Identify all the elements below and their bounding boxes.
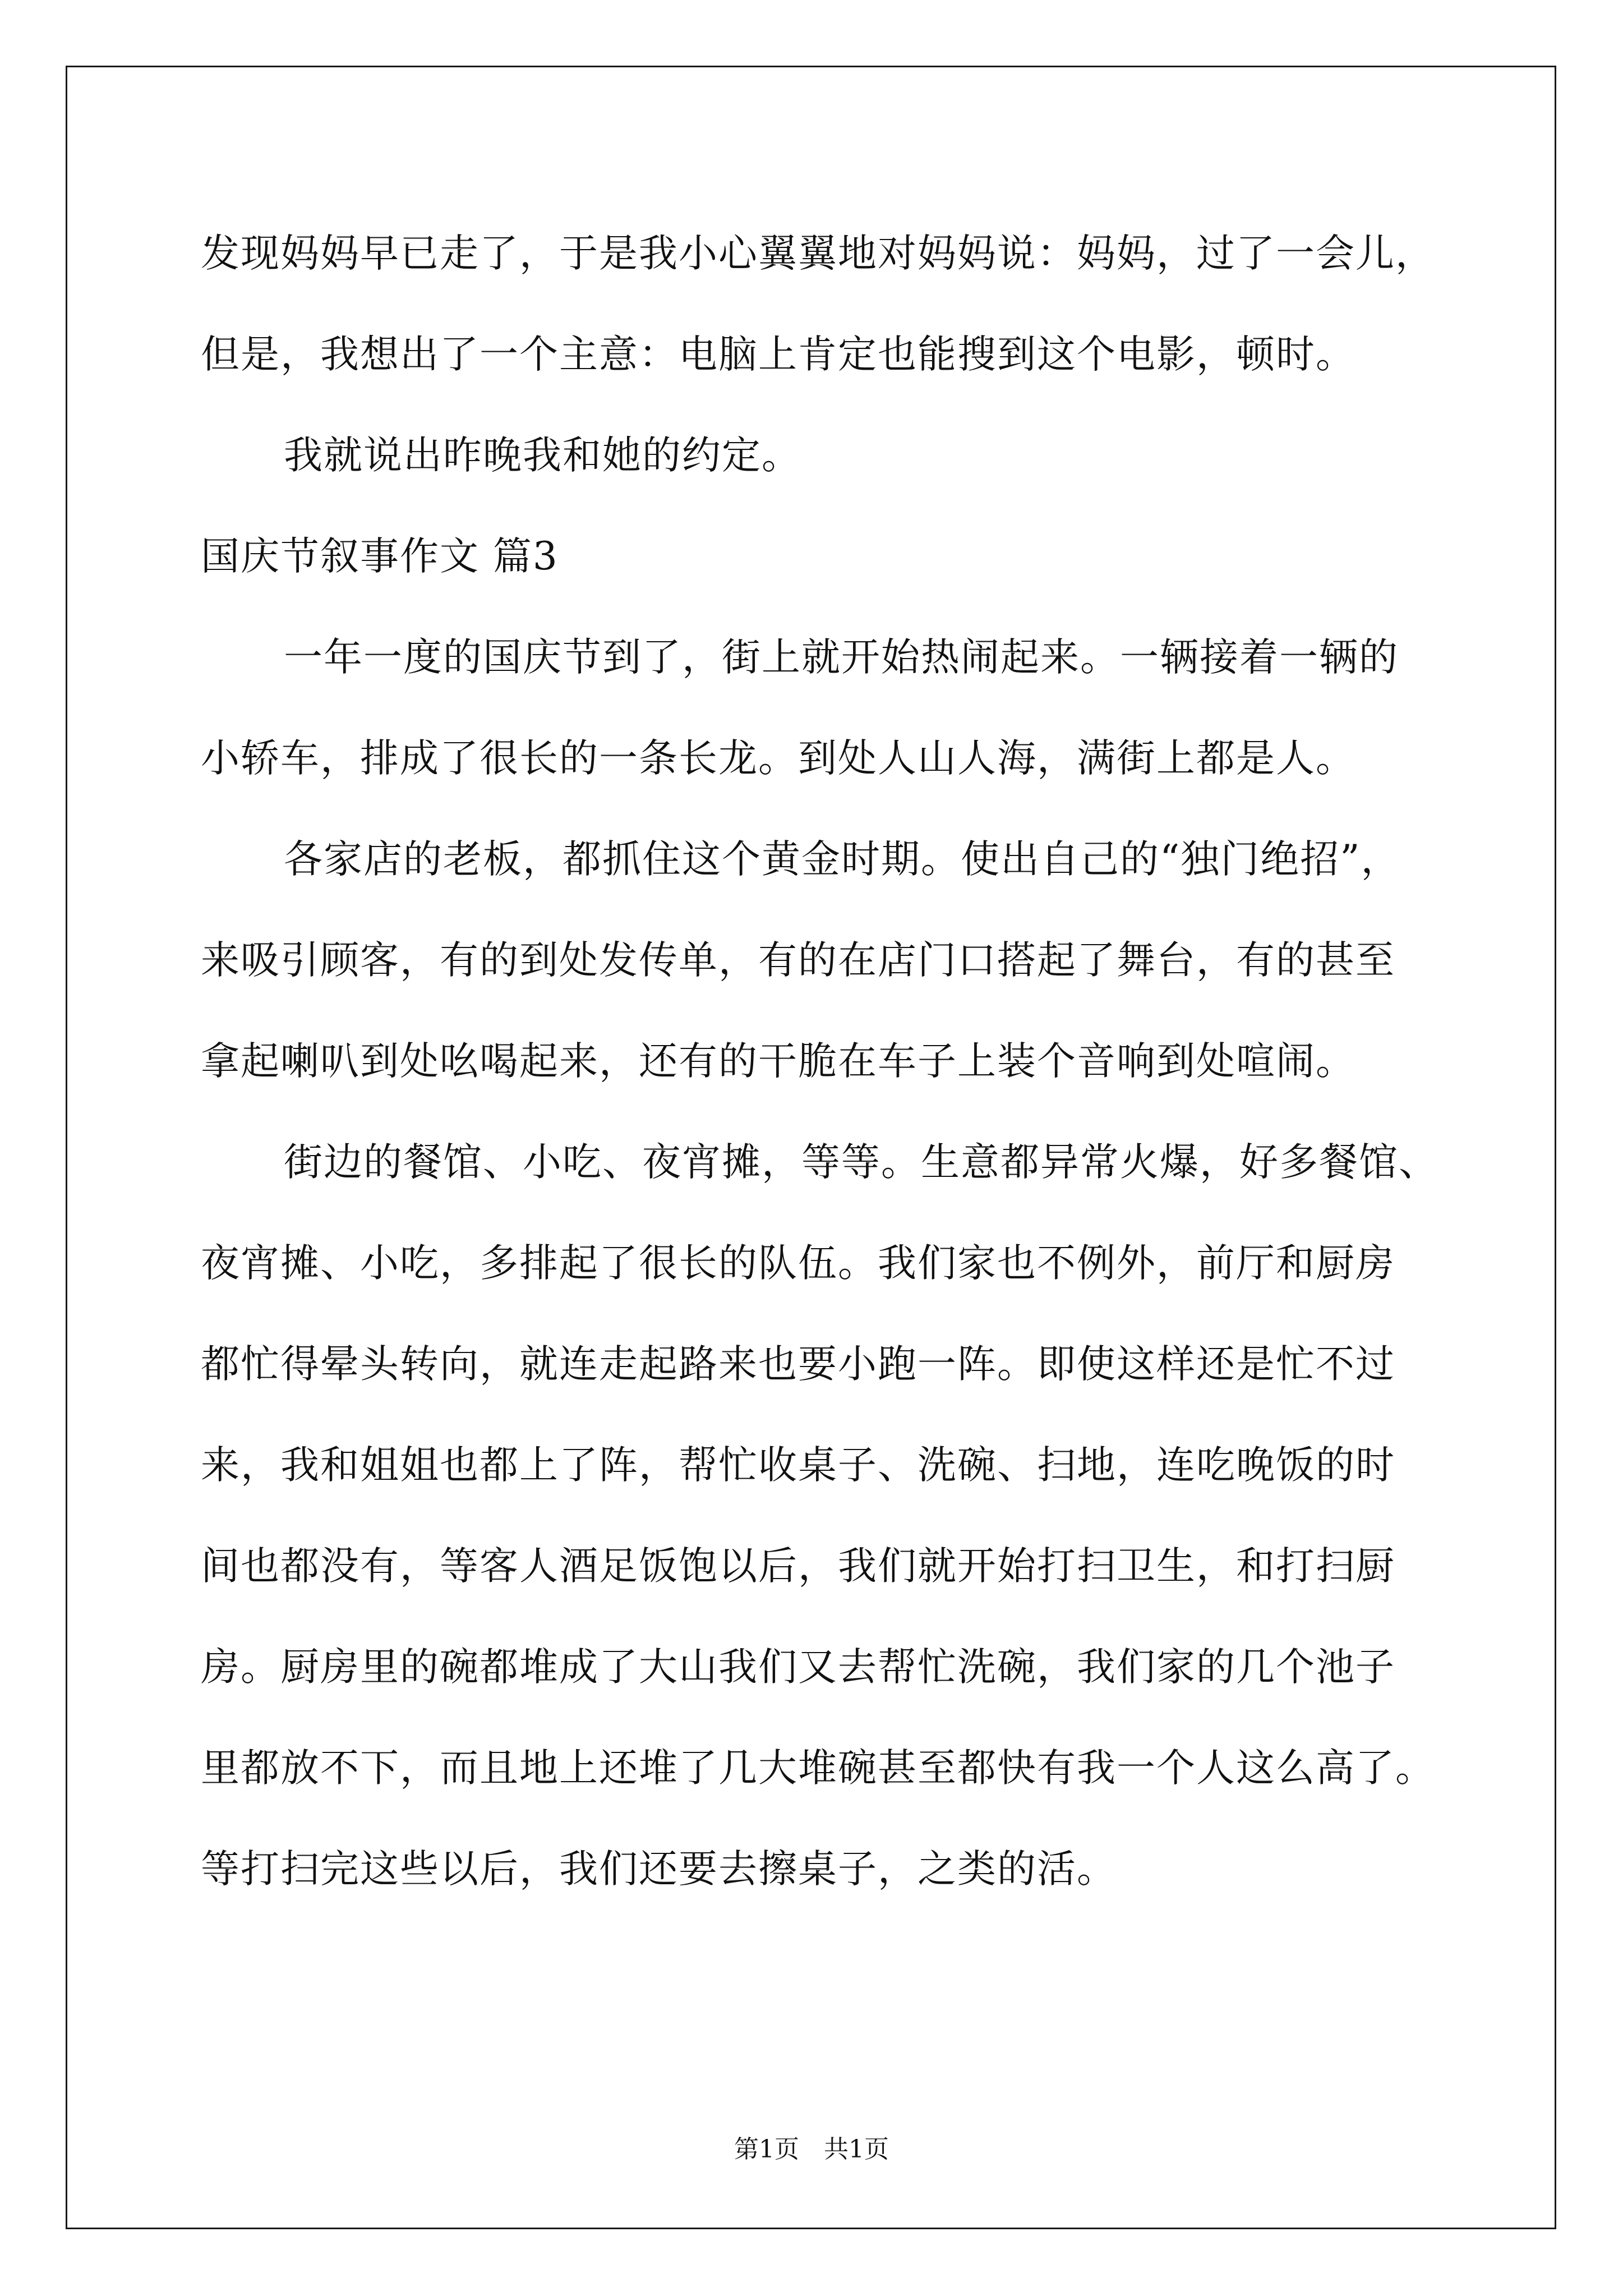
- paragraph-line: 街边的餐馆、小吃、夜宵摊，等等。生意都异常火爆，好多餐馆、: [284, 1140, 1438, 1185]
- paragraph-line: 拿起喇叭到处吆喝起来，还有的干脆在车子上装个音响到处喧闹。: [201, 1039, 1355, 1084]
- paragraph-line: 但是，我想出了一个主意：电脑上肯定也能搜到这个电影，顿时。: [201, 332, 1355, 377]
- paragraph-line: 都忙得晕头转向，就连走起路来也要小跑一阵。即使这样还是忙不过: [201, 1342, 1395, 1387]
- paragraph-line: 来，我和姐姐也都上了阵，帮忙收桌子、洗碗、扫地，连吃晚饭的时: [201, 1443, 1395, 1488]
- paragraph-line: 房。厨房里的碗都堆成了大山我们又去帮忙洗碗，我们家的几个池子: [201, 1645, 1395, 1690]
- paragraph-line: 里都放不下，而且地上还堆了几大堆碗甚至都快有我一个人这么高了。: [201, 1746, 1435, 1791]
- paragraph-line: 间也都没有，等客人酒足饭饱以后，我们就开始打扫卫生，和打扫厨: [201, 1544, 1395, 1589]
- page-number-footer: 第1页 共1页: [734, 2135, 889, 2164]
- paragraph-line: 夜宵摊、小吃，多排起了很长的队伍。我们家也不例外，前厅和厨房: [201, 1241, 1395, 1286]
- paragraph-line: 一年一度的国庆节到了，街上就开始热闹起来。一辆接着一辆的: [284, 635, 1399, 680]
- section-heading: 国庆节叙事作文 篇3: [201, 534, 559, 579]
- paragraph-line: 发现妈妈早已走了，于是我小心翼翼地对妈妈说：妈妈，过了一会儿，: [201, 231, 1435, 276]
- paragraph-line: 小轿车，排成了很长的一条长龙。到处人山人海，满街上都是人。: [201, 736, 1355, 781]
- paragraph-line: 等打扫完这些以后，我们还要去擦桌子，之类的活。: [201, 1847, 1117, 1892]
- paragraph-line: 来吸引顾客，有的到处发传单，有的在店门口搭起了舞台，有的甚至: [201, 938, 1395, 983]
- paragraph-line: 我就说出昨晚我和她的约定。: [284, 433, 801, 478]
- paragraph-line: 各家店的老板，都抓住这个黄金时期。使出自己的“独门绝招”，: [284, 837, 1401, 882]
